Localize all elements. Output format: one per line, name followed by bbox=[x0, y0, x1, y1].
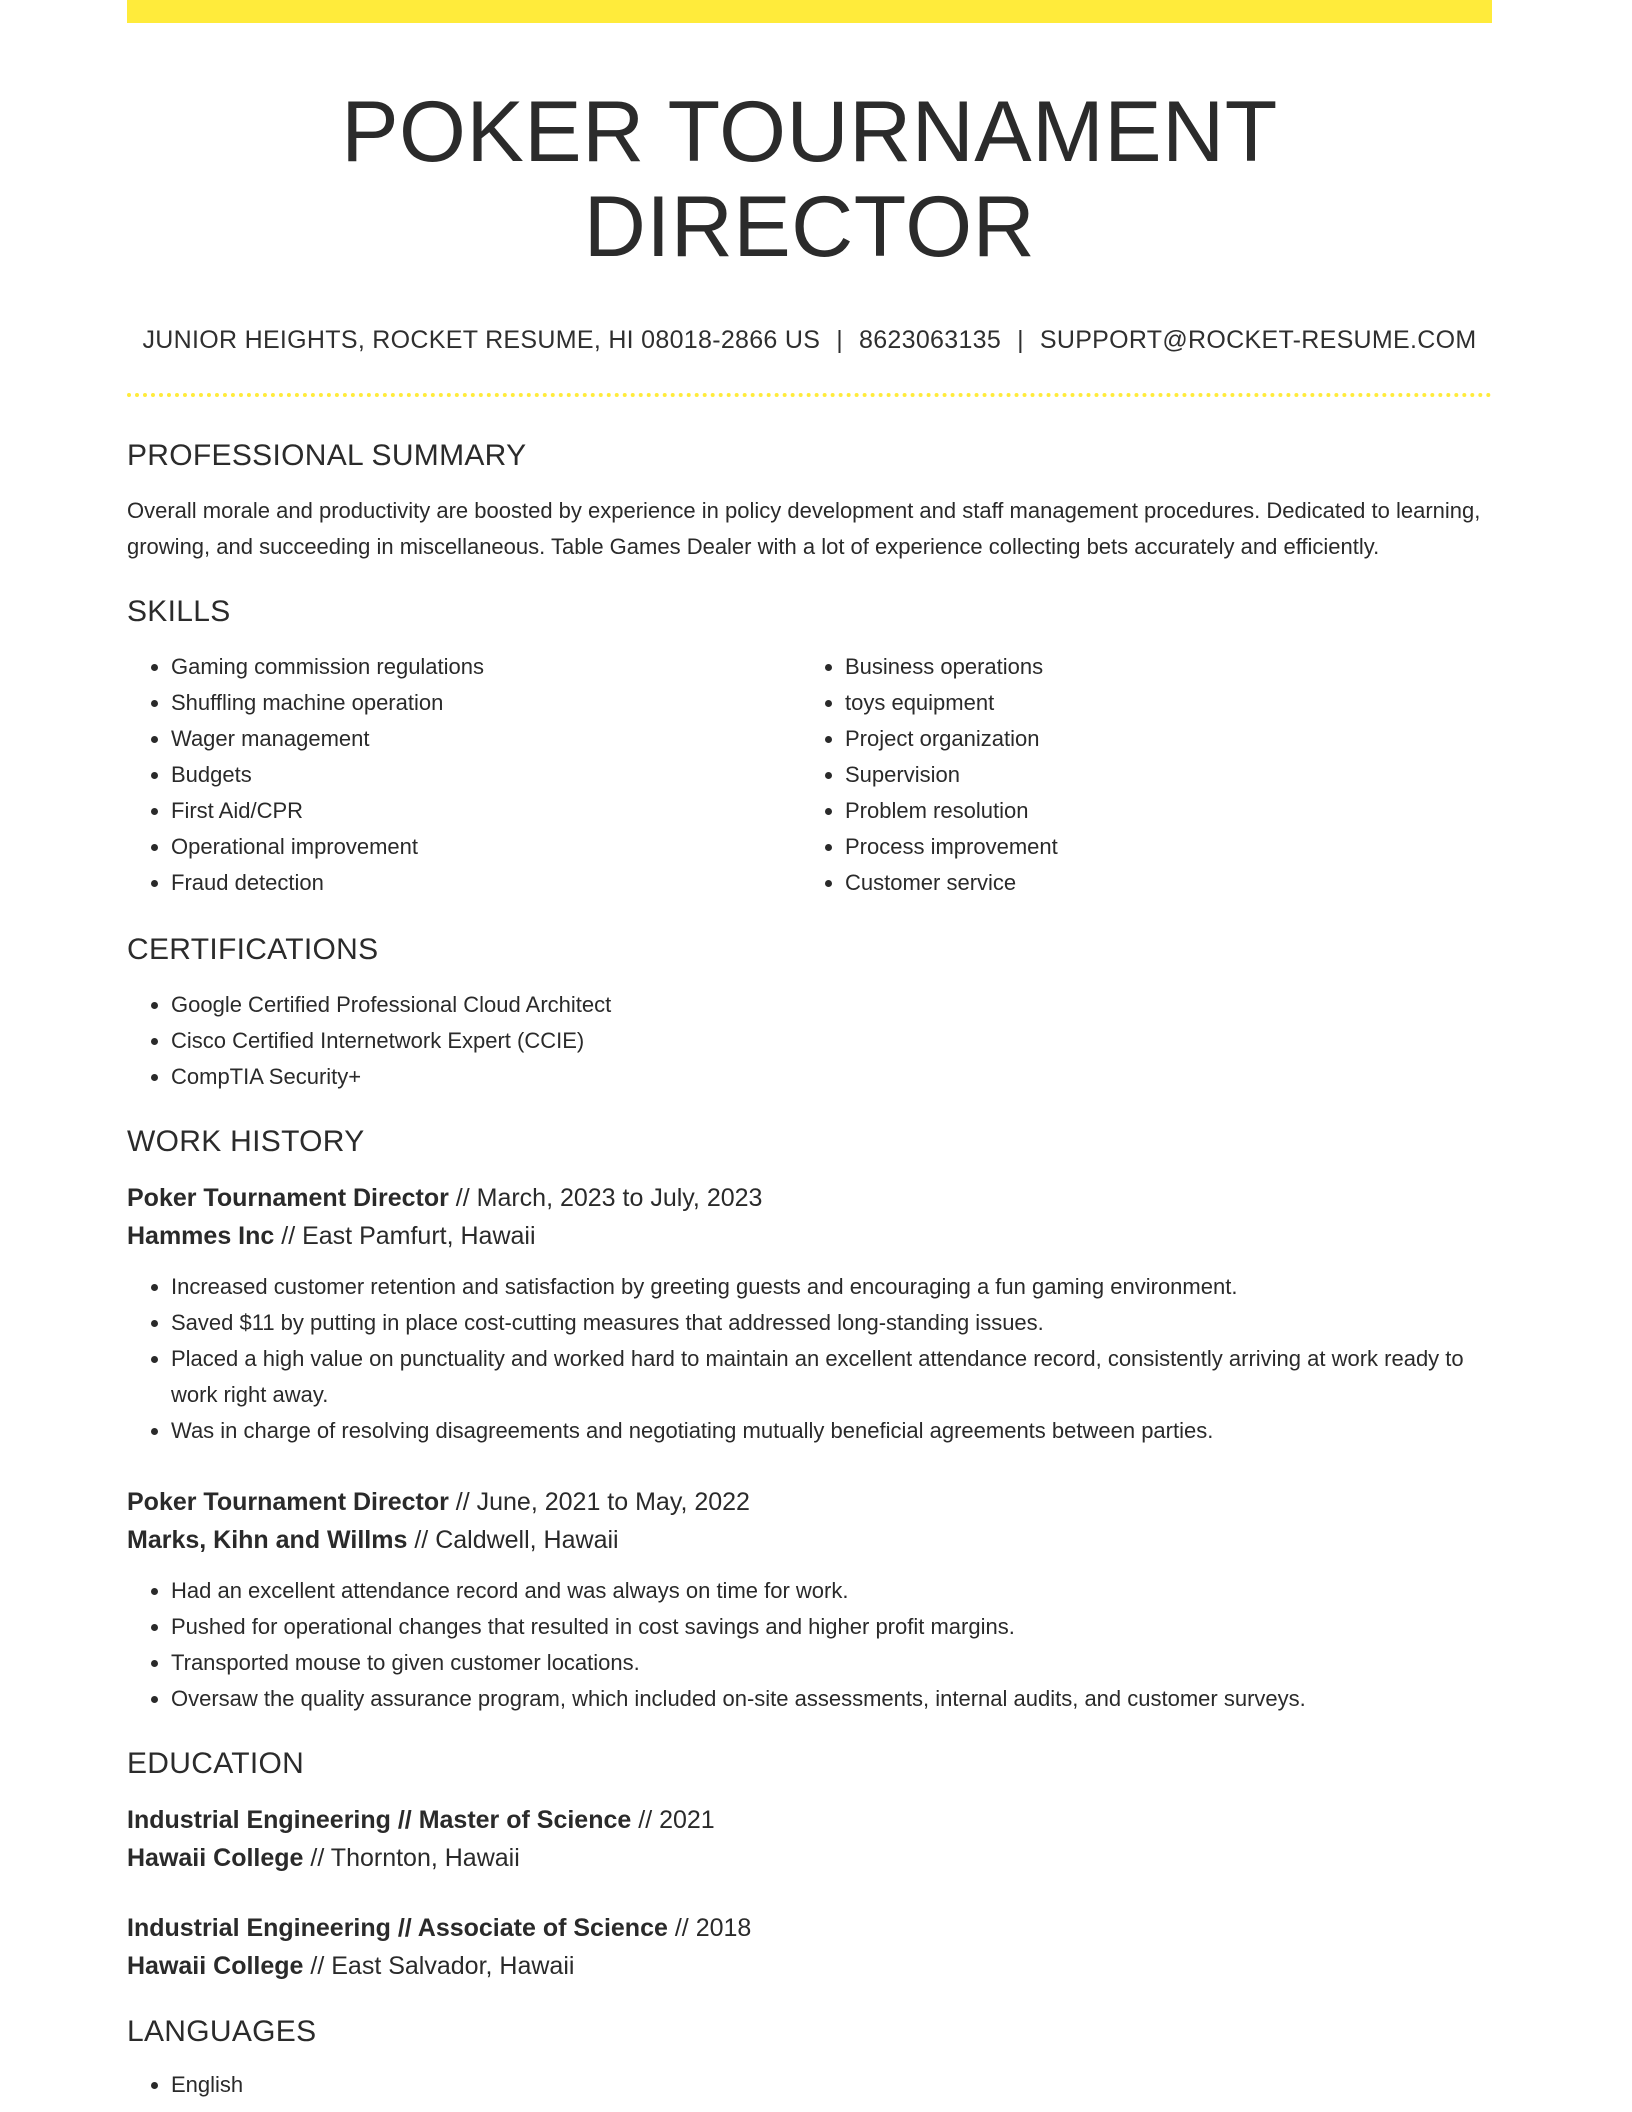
degree-name: Industrial Engineering // Associate of Science bbox=[127, 1914, 668, 1943]
degree-line bbox=[127, 1909, 1492, 1947]
school-location: East Salvador, Hawaii bbox=[331, 1952, 575, 1981]
skill-item: • Fraud detection bbox=[171, 865, 801, 901]
job-bullet: • Was in charge of resolving disagreements and negotiating mutually beneficial agreements between parties. bbox=[171, 1413, 1492, 1449]
job-bullet: • Pushed for operational changes that resulted in cost savings and higher profit margins. bbox=[171, 1609, 1492, 1645]
skill-item: • Business operations bbox=[845, 649, 1058, 685]
skill-item: • Problem resolution bbox=[845, 793, 1058, 829]
certification-item: • Cisco Certified Internetwork Expert (CCIE) bbox=[171, 1023, 1492, 1059]
job-bullet: • Oversaw the quality assurance program, which included on-site assessments, internal audits, and customer surveys. bbox=[171, 1681, 1492, 1717]
skills-columns bbox=[127, 649, 1492, 901]
contact-email[interactable]: SUPPORT@ROCKET-RESUME.COM bbox=[1039, 326, 1477, 355]
job-bullet: • Placed a high value on punctuality and worked hard to maintain an excellent attendance record, consistently arriving at work ready to work right away. bbox=[171, 1341, 1492, 1413]
section-title-summary: PROFESSIONAL SUMMARY bbox=[127, 439, 527, 473]
section-title-languages: LANGUAGES bbox=[127, 2015, 317, 2049]
job-bullets bbox=[127, 1269, 1492, 1449]
job-company-line bbox=[127, 1521, 1492, 1559]
field-separator: // bbox=[274, 1222, 303, 1251]
job-company-line bbox=[127, 1217, 1492, 1255]
skill-item: • Gaming commission regulations bbox=[171, 649, 801, 685]
job-bullet: • Saved $11 by putting in place cost-cutting measures that addressed long-standing issues. bbox=[171, 1305, 1492, 1341]
skill-item: • Customer service bbox=[845, 865, 1058, 901]
languages-list bbox=[127, 2067, 1492, 2103]
section-title-certifications: CERTIFICATIONS bbox=[127, 933, 379, 967]
job-role: Poker Tournament Director bbox=[127, 1488, 449, 1517]
education-entry bbox=[127, 1801, 1492, 1877]
dotted-divider bbox=[127, 393, 1492, 397]
job-dates: June, 2021 to May, 2022 bbox=[476, 1488, 750, 1517]
contact-address: JUNIOR HEIGHTS, ROCKET RESUME, HI 08018-2866 US bbox=[142, 326, 821, 355]
skills-list-left bbox=[127, 649, 801, 901]
job-bullet: • Had an excellent attendance record and was always on time for work. bbox=[171, 1573, 1492, 1609]
education-list bbox=[127, 1801, 1492, 1985]
field-separator: // bbox=[667, 1914, 696, 1943]
accent-top-bar bbox=[127, 0, 1492, 23]
school-location: Thornton, Hawaii bbox=[330, 1844, 520, 1873]
skill-item: • Project organization bbox=[845, 721, 1058, 757]
certification-item: • CompTIA Security+ bbox=[171, 1059, 1492, 1095]
job-location: Caldwell, Hawaii bbox=[435, 1526, 619, 1555]
resume-page bbox=[127, 0, 1492, 2103]
school-line bbox=[127, 1839, 1492, 1877]
skill-item: • Budgets bbox=[171, 757, 801, 793]
contact-separator: | bbox=[836, 326, 844, 355]
skill-item: • Operational improvement bbox=[171, 829, 801, 865]
skill-item: • Supervision bbox=[845, 757, 1058, 793]
language-item: • English bbox=[171, 2067, 1492, 2103]
skill-item: • Process improvement bbox=[845, 829, 1058, 865]
field-separator: // bbox=[407, 1526, 436, 1555]
degree-line bbox=[127, 1801, 1492, 1839]
skills-list-right bbox=[801, 649, 1058, 901]
certification-item: • Google Certified Professional Cloud Architect bbox=[171, 987, 1492, 1023]
school-name: Hawaii College bbox=[127, 1952, 304, 1981]
skill-item: • Shuffling machine operation bbox=[171, 685, 801, 721]
contact-phone: 8623063135 bbox=[859, 326, 1002, 355]
skill-item: • Wager management bbox=[171, 721, 801, 757]
resume-title: POKER TOURNAMENT DIRECTOR bbox=[341, 84, 1278, 275]
job-company: Marks, Kihn and Willms bbox=[127, 1526, 408, 1555]
field-separator: // bbox=[448, 1488, 477, 1517]
job-entry bbox=[127, 1179, 1492, 1449]
summary-text: Overall morale and productivity are boosted by experience in policy development and staff management procedures. Dedicated to learning, growing, and succeeding in miscellaneous. Table Games Dealer with a lot of experience collecting bets accurately and efficiently. bbox=[127, 498, 1481, 560]
section-title-work-history: WORK HISTORY bbox=[127, 1125, 365, 1159]
work-history-list bbox=[127, 1179, 1492, 1717]
degree-year: 2018 bbox=[695, 1914, 752, 1943]
field-separator: // bbox=[303, 1844, 331, 1873]
job-dates: March, 2023 to July, 2023 bbox=[476, 1184, 763, 1213]
job-bullet: • Increased customer retention and satisfaction by greeting guests and encouraging a fun gaming environment. bbox=[171, 1269, 1492, 1305]
field-separator: // bbox=[631, 1806, 660, 1835]
degree-name: Industrial Engineering // Master of Science bbox=[127, 1806, 632, 1835]
job-bullet: • Transported mouse to given customer locations. bbox=[171, 1645, 1492, 1681]
field-separator: // bbox=[303, 1952, 332, 1981]
job-company: Hammes Inc bbox=[127, 1222, 275, 1251]
job-entry bbox=[127, 1483, 1492, 1717]
contact-separator: | bbox=[1017, 326, 1024, 355]
education-entry bbox=[127, 1909, 1492, 1985]
section-title-skills: SKILLS bbox=[127, 595, 231, 629]
section-title-education: EDUCATION bbox=[127, 1747, 305, 1781]
field-separator: // bbox=[448, 1184, 477, 1213]
certifications-list bbox=[127, 987, 1492, 1095]
skill-item: • First Aid/CPR bbox=[171, 793, 801, 829]
degree-year: 2021 bbox=[659, 1806, 715, 1835]
school-line bbox=[127, 1947, 1492, 1985]
job-role: Poker Tournament Director bbox=[127, 1184, 449, 1213]
job-location: East Pamfurt, Hawaii bbox=[302, 1222, 536, 1251]
job-title-line bbox=[127, 1179, 1492, 1217]
skill-item: • toys equipment bbox=[845, 685, 1058, 721]
job-bullets bbox=[127, 1573, 1492, 1717]
job-title-line bbox=[127, 1483, 1492, 1521]
school-name: Hawaii College bbox=[127, 1844, 304, 1873]
contact-line bbox=[127, 326, 1492, 355]
